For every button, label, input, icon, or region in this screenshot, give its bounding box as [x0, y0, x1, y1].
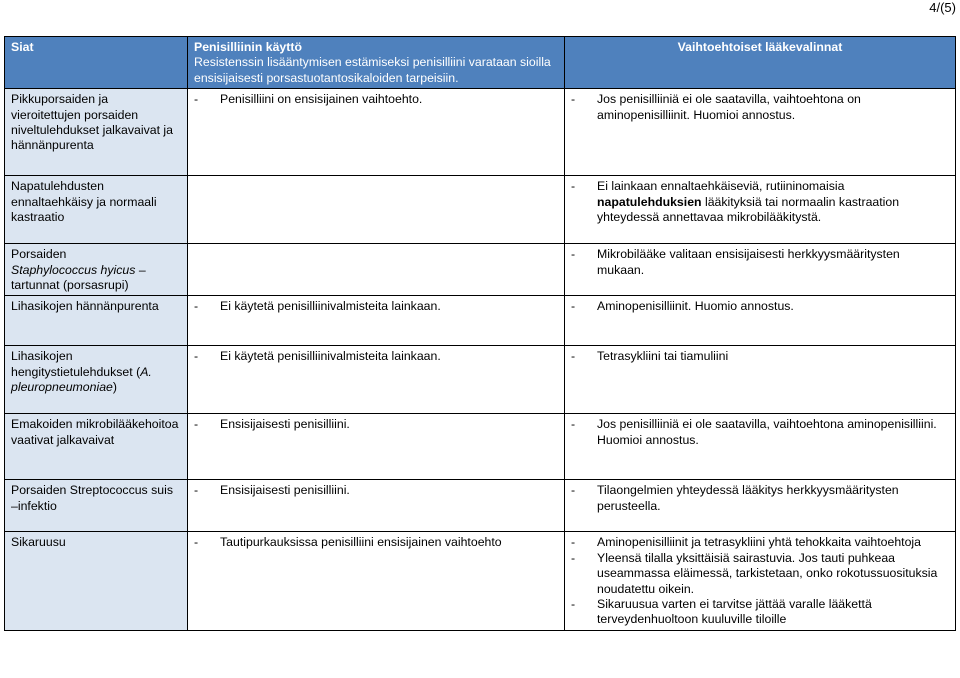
use-cell: - Tautipurkauksissa penisilliini ensisijainen vaihtoehto	[188, 532, 565, 630]
page-number: 4/(5)	[929, 0, 956, 15]
header-penicillin-use	[188, 37, 565, 89]
site-cell: Sikaruusu	[5, 532, 188, 630]
table-row	[5, 414, 956, 480]
site-cell: Napatulehdusten ennaltaehkäisy ja normaali kastraatio	[5, 176, 188, 244]
alt-cell: - Tilaongelmien yhteydessä lääkitys herkkyysmääritysten perusteella.	[565, 480, 956, 532]
use-cell: - Ensisijaisesti penisilliini.	[188, 480, 565, 532]
use-cell	[188, 244, 565, 296]
site-cell: Porsaiden Staphylococcus hyicus – tartunnat (porsasrupi)	[5, 244, 188, 296]
alt-cell: - Tetrasykliini tai tiamuliini	[565, 346, 956, 414]
alt-cell: - Ei lainkaan ennaltaehkäiseviä, rutiininomaisia napatulehduksien lääkityksiä tai normaalin kastraation yhteydessä annettavaa mikrobilääkitystä.	[565, 176, 956, 244]
header-sites: Siat	[5, 37, 188, 89]
site-cell: Pikkuporsaiden ja vieroitettujen porsaiden niveltulehdukset jalkavaivat ja hännänpurenta	[5, 89, 188, 176]
table-row	[5, 89, 956, 176]
header-penicillin-subtitle: Resistenssin lisääntymisen estämiseksi penisilliini varataan sioilla ensisijaisesti porsastuotantosikaloiden tarpeisiin.	[194, 55, 551, 85]
table-row	[5, 176, 956, 244]
table-row	[5, 480, 956, 532]
use-cell: - Ensisijaisesti penisilliini.	[188, 414, 565, 480]
site-cell: Emakoiden mikrobilääkehoitoa vaativat jalkavaivat	[5, 414, 188, 480]
use-cell: - Ei käytetä penisilliinivalmisteita lainkaan.	[188, 346, 565, 414]
alt-cell: - Mikrobilääke valitaan ensisijaisesti herkkyysmääritysten mukaan.	[565, 244, 956, 296]
site-cell: Porsaiden Streptococcus suis –infektio	[5, 480, 188, 532]
alt-cell: - Aminopenisilliinit. Huomio annostus.	[565, 296, 956, 346]
alt-cell: - Jos penisilliiniä ei ole saatavilla, vaihtoehtona aminopenisilliini. Huomioi annostus.	[565, 414, 956, 480]
alt-cell: - Jos penisilliiniä ei ole saatavilla, vaihtoehtona on aminopenisilliinit. Huomioi annostus.	[565, 89, 956, 176]
site-cell: Lihasikojen hännänpurenta	[5, 296, 188, 346]
header-penicillin-title: Penisilliinin käyttö	[194, 40, 302, 54]
table-row	[5, 244, 956, 296]
use-cell: - Penisilliini on ensisijainen vaihtoehto.	[188, 89, 565, 176]
antibiotic-table	[4, 36, 956, 631]
table-row	[5, 346, 956, 414]
site-cell: Lihasikojen hengitystietulehdukset (A. pleuropneumoniae)	[5, 346, 188, 414]
use-cell: - Ei käytetä penisilliinivalmisteita lainkaan.	[188, 296, 565, 346]
header-alternatives: Vaihtoehtoiset lääkevalinnat	[565, 37, 956, 89]
table-row	[5, 296, 956, 346]
table-row	[5, 532, 956, 630]
alt-cell: - Aminopenisilliinit ja tetrasykliini yhtä tehokkaita vaihtoehtoja - Yleensä tilalla yksittäisiä sairastuvia. Jos tauti puhkeaa useammassa eläimessä, tarkistetaan, onko rokotussuosituksia noudatettu oikein. - Sikaruusua varten ei tarvitse jättää varalle lääkettä terveydenhuoltoon kuuluville tiloille	[565, 532, 956, 630]
use-cell	[188, 176, 565, 244]
table-header-row	[5, 37, 956, 89]
